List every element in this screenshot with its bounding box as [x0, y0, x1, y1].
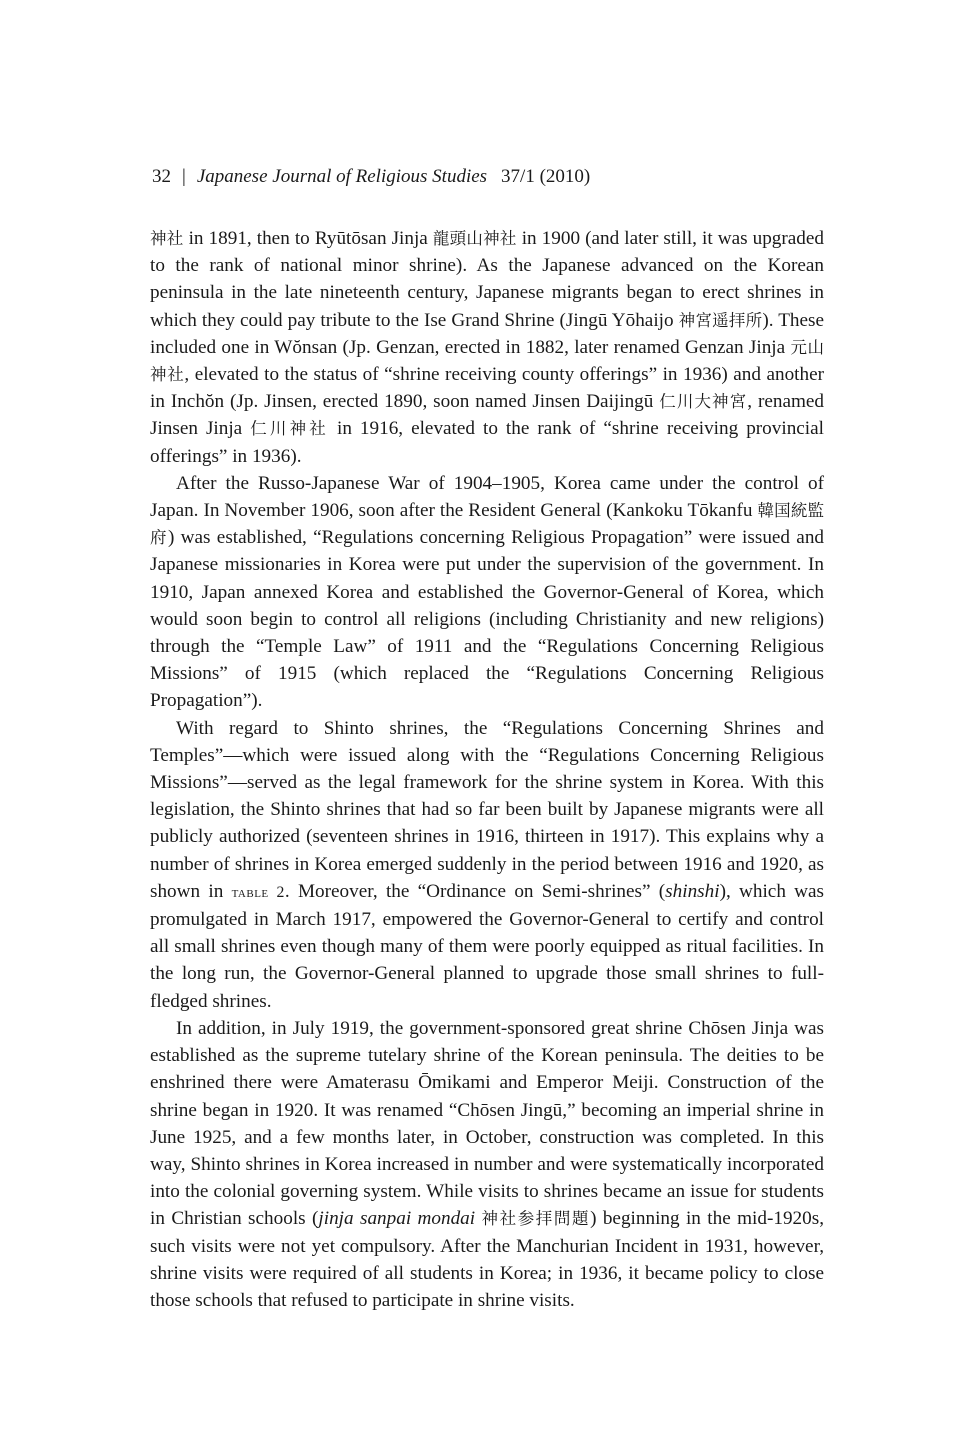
italic-term-jinja-sanpai-mondai: jinja sanpai mondai	[318, 1208, 476, 1230]
text-segment: 龍頭山神社	[432, 229, 517, 248]
text-segment: in 1916, elevated to the rank of “shrine receiving provincial offerings” in 1936).	[150, 418, 824, 467]
volume-issue: 37/1 (2010)	[501, 166, 591, 187]
text-segment: After the Russo-Japanese War of 1904–1905, Korea came under the control of Japan. In November 1906, soon after the Resident General (Kankoku Tōkanfu	[150, 472, 824, 522]
text-segment: In addition, in July 1919, the government-sponsored great shrine Chōsen Jinja was established as the supreme tutelary shrine of the Korean peninsula. The deities to be enshrined there were Amaterasu Ōmikami and Emperor Meiji. Construction of the shrine began in 1920. It was renamed “Chōsen Jingū,” becoming an imperial shrine in June 1925, and a few months later, in October, construction was completed. In this way, Shinto shrines in Korea increased in number and were systematically incorporated into the colonial governing system. While visits to shrines became an issue for students in Christian schools (	[150, 1017, 824, 1230]
paragraph-3	[150, 715, 824, 1015]
text-segment: ) was established, “Regulations concerning Religious Propagation” were issued and Japanese missionaries in Korea were put under the supervision of the government. In 1910, Japan annexed Korea and established the Governor-General of Korea, which would soon begin to control all religions (including Christianity and new religions) through the “Temple Law” of 1911 and the “Regulations Concerning Religious Missions” of 1915 (which replaced the “Regulations Concerning Religious Propagation”).	[150, 527, 825, 712]
running-header	[152, 163, 590, 191]
text-segment: in 1900 (and later still, it was upgraded to the rank of national minor shrine). As the Japanese advanced on the Korean peninsula in the late nineteenth century, Japanese migrants began to erect shrines in which they could pay tribute to the Ise Grand Shrine (Jingū Yōhaijo	[150, 228, 825, 331]
text-segment: 神社参拝問題	[481, 1209, 591, 1229]
text-segment: 神社	[150, 229, 184, 248]
italic-term-shinshi: shinshi	[665, 880, 720, 902]
page-number: 32	[152, 166, 171, 187]
paragraph-4	[150, 1015, 824, 1314]
text-segment: 神宮遥拝所	[678, 310, 763, 330]
text-segment: With regard to Shinto shrines, the “Regulations Concerning Shrines and Temples”—which were issued along with the “Regulations Concerning Religious Missions”—served as the legal framework for the shrine system in Korea. With this legislation, the Shinto shrines that had so far been built by Japanese migrants were all publicly authorized (seventeen shrines in 1916, thirteen in 1917). This explains why a number of shrines in Korea emerged suddenly in the period between 1916 and 1920, as shown in	[150, 717, 824, 902]
text-segment: , elevated to the status of “shrine receiving county offerings” in 1936) and another in Inchŏn (Jp. Jinsen, erected 1890, soon named Jinsen Daijingū	[150, 364, 825, 413]
text-segment: 韓国統監府	[150, 501, 824, 548]
body-text	[150, 225, 824, 1314]
text-segment: 仁川神社	[250, 419, 329, 439]
text-segment: in 1891, then to Ryūtōsan Jinja	[183, 228, 433, 249]
header-separator: |	[182, 166, 186, 187]
table-reference: table 2	[231, 883, 285, 901]
text-segment: 元山神社	[150, 337, 825, 385]
paragraph-1	[150, 225, 824, 470]
text-segment: , renamed Jinsen Jinja	[150, 391, 824, 440]
journal-title: Japanese Journal of Religious Studies	[196, 166, 488, 187]
text-segment: ). These included one in Wŏnsan (Jp. Genzan, erected in 1882, later renamed Genzan Jinja	[150, 309, 825, 358]
text-segment: ) beginning in the mid-1920s, such visits were not yet compulsory. After the Manchurian Incident in 1931, however, shrine visits were required of all students in Korea; in 1936, it became policy to close those schools that refused to participate in shrine visits.	[150, 1208, 824, 1311]
text-segment: ), which was promulgated in March 1917, empowered the Governor-General to certify and control all small shrines even though many of them were poorly equipped as ritual facilities. In the long run, the Governor-General planned to upgrade those small shrines to full-fledged shrines.	[150, 880, 825, 1012]
paragraph-2	[150, 470, 824, 715]
text-segment: 仁川大神宮	[659, 392, 748, 412]
text-segment: . Moreover, the “Ordinance on Semi-shrines” (	[284, 880, 666, 902]
